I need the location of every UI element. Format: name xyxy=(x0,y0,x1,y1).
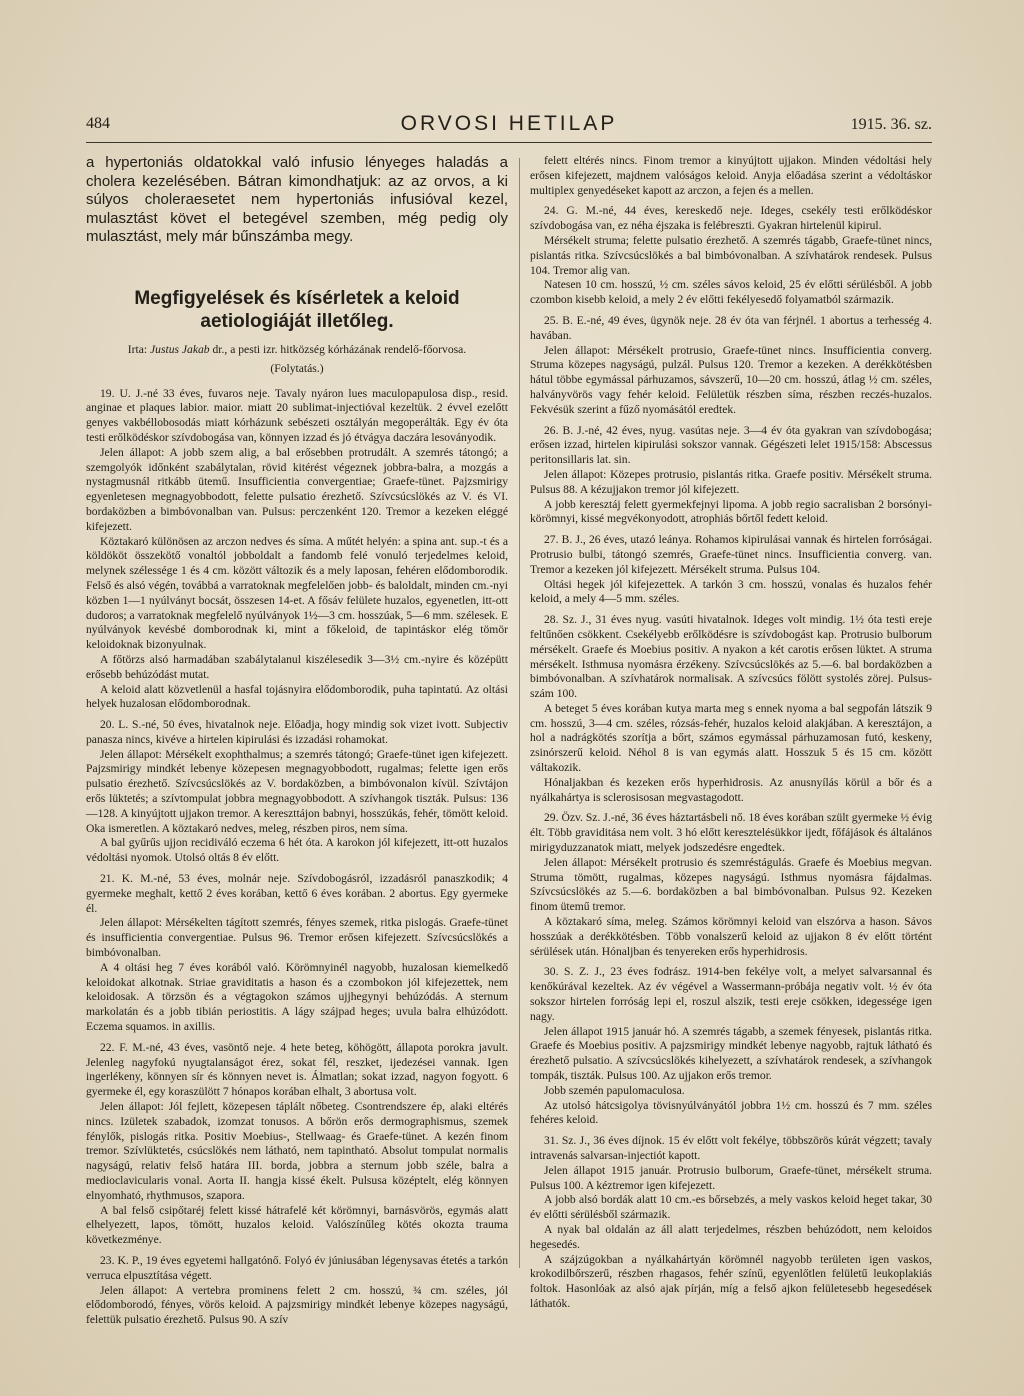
body-paragraph: 31. Sz. J., 36 éves díjnok. 15 év előtt volt fekélye, többszörös kúrát végzett; tavaly intravenás salvarsan-injectiót kapott. xyxy=(530,1134,932,1162)
byline-affiliation: dr., a pesti izr. hitközség kórházának rendelő-főorvosa. xyxy=(212,342,467,356)
byline-author: Justus Jakab xyxy=(150,342,210,356)
issue-label: 1915. 36. sz. xyxy=(850,116,932,133)
body-paragraph: Jelen állapot 1915 január hó. A szemrés tágabb, a szemek fényesek, pislantás ritka. Graefe és Moebius positiv. A pajzsmirigy mindkét lebenye nagyobb, rajtuk látható és érezhető pulsatio. A szívcsúcslökés kihelyezett, a szívhatárok rendesek, a szívhangok tompák, tiszták. Pulsus 100. Az ujjakon erős tremor. xyxy=(530,1024,932,1083)
body-paragraph: Jelen állapot: Mérsékelt protrusio és szemréstágulás. Graefe és Moebius megvan. Struma tömött, rugalmas, közepes nagyságú. Isthmus nyomásra fájdalmas. Szívcsúcslökés az 5.—6. bordaközben a bal bimbóvonalban. Pulsus 92. Kezeken finom ütemű tremor. xyxy=(530,855,932,914)
body-paragraph: Jelen állapot: Mérsékelten tágított szemrés, fényes szemek, ritka pislogás. Graefe-tünet és insufficientia convergentiae. Pulsus 96. Tremor erősen kifejezett. Szívcsúcslökés a bimbóvonalban. xyxy=(86,916,508,960)
body-paragraph: 22. F. M.-né, 43 éves, vasöntő neje. 4 hete beteg, köhögött, állapota porokra javult. Jelenleg nagyfokú nyugtalanságot érez, sokat fél, reszket, ijedezései vannak. Igen ingerlékeny, könnyen sír és könnyen nevet is. Álmatlan; sokat izzad, nagyon fogyott. 6 gyermeke él, egy koraszülött 7 hónapos korában elhalt, 3 abortusa volt. xyxy=(86,1040,508,1099)
byline-prefix: Irta: xyxy=(127,342,148,356)
body-paragraph: Jelen állapot: A vertebra prominens felett 2 cm. hosszú, ¾ cm. széles, jól elődomborodó, fényes, vörös keloid. A pajzsmirigy mindkét lebenye közepes nagyságú, felettük pulsatio érezhető. Pulsus 90. A szív xyxy=(86,1283,508,1327)
body-paragraph: Jelen állapot: Jól fejlett, közepesen táplált nőbeteg. Csontrendszere ép, alaki eltérés nincs. Izületek szabadok, izomzat tonusos. A bőrön erős dermographismus, szemek fénylők, pislogás ritka. Positiv Moebius-, Stellwaag- és Graefe-tünet. A kezén finom tremor. Szívlüktetés, csúcslökés nem látható, nem tapintható. Absolut tompulat normalis nagyságú, relativ felső határa III. borda, jobbra a sternum jobb széle, balra a medioclavicularis vonal. Aorta II. hangja kissé ékelt. Pulsusa középtelt, elég könnyen elnyomható, rhythmusos, szapora. xyxy=(86,1100,508,1202)
page-header xyxy=(86,112,932,143)
journal-title: ORVOSI HETILAP xyxy=(400,112,618,135)
right-column-body xyxy=(530,154,932,1312)
body-paragraph: 20. L. S.-né, 50 éves, hivatalnok neje. Előadja, hogy mindig sok vizet ivott. Subjectiv panasza nincs, kivéve a hirtelen kipirulási és izzadási rohamokat. xyxy=(86,718,508,746)
left-column xyxy=(86,154,508,1328)
body-paragraph: 27. B. J., 26 éves, utazó leánya. Rohamos kipirulásai vannak és hirtelen forróságai. Protrusio bulbi, tátongó szemrés, Graefe-tünet nincs. Insufficientia converg. van. Tremor a kezeken jól kifejezett. Mérsékelt struma. Pulsus 104. xyxy=(530,533,932,576)
body-paragraph: Jelen állapot: Mérsékelt protrusio, Graefe-tünet nincs. Insufficientia converg. Struma közepes nagyságú, pulzál. Pulsus 120. Tremor a kezeken. A derékkötésben hátul többe egymással párhuzamos, sávszerű, 10—20 cm. hosszú, átlag ½ cm. széles, halványvörös vagy fehér keloid. Felületük részben síma, részben reczés-huzalos. Fekvésük szerint a fűző nyomásától eredtek. xyxy=(530,343,932,416)
body-paragraph: 21. K. M.-né, 53 éves, molnár neje. Szívdobogásról, izzadásról panaszkodik; 4 gyermeke meghalt, kettő 2 éves korában, kettő 6 éves korában. 2 abortus. Egy gyermeke él. xyxy=(86,872,508,915)
body-paragraph: Jelen állapot 1915 január. Protrusio bulborum, Graefe-tünet, mérsékelt struma. Pulsus 100. A kéztremor igen kifejezett. xyxy=(530,1163,932,1192)
column-divider xyxy=(519,158,520,1268)
body-paragraph: 25. B. E.-né, 49 éves, ügynök neje. 28 év óta van férjnél. 1 abortus a terhesség 4. havában. xyxy=(530,313,932,342)
intro-paragraph: a hypertoniás oldatokkal való infusio lényeges haladás a cholera kezelésében. Bátran kimondhatjuk: az az orvos, a ki súlyos choleraesetet nem hypertoniás infusióval kezel, mulasztást követ el betegével szemben, még pedig oly mulasztást, mely már bűnszámba megy. xyxy=(86,154,508,246)
article-title xyxy=(86,287,508,333)
body-paragraph: A köztakaró síma, meleg. Számos körömnyi keloid van elszórva a hason. Sávos hosszúak a derékkötésben. Több vonalszerű keloid az ujjakon 8 év előtt történt sérülések után. Hónaljban és tenyereken erős hyperhidrosis. xyxy=(530,915,932,958)
body-paragraph: Hónaljakban és kezeken erős hyperhidrosis. Az anusnyílás körül a bőr és a nyálkahártya is sclerosisosan megvastagodott. xyxy=(530,775,932,804)
body-paragraph: A bal felső csipőtaréj felett kissé hátrafelé két körömnyi, barnásvörös, egymás alatt elhelyezett, lapos, tömött, huzalos keloid. Valószínűleg kötés okozta trauma következménye. xyxy=(86,1203,508,1247)
body-paragraph: A beteget 5 éves korában kutya marta meg s ennek nyoma a bal segpofán látszik 9 cm. hosszú, 3—4 cm. széles, rózsás-fehér, huzalos keloid alakjában. A keresztájon, a hol a nadrágkötés szorítja a bőrt, számos egymással párhuzamosan futó, keskeny, zsinórszerű keloid. Néhol 8 is van egymás alatt. Hosszuk 5 és 15 cm. között váltakozik. xyxy=(530,701,932,775)
right-column xyxy=(530,154,932,1312)
body-paragraph: 24. G. M.-né, 44 éves, kereskedő neje. Ideges, csekély testi erőlködéskor szívdobogása van, ez néha éjszaka is felébreszti. Gyakran hirtelenül kipirul. xyxy=(530,204,932,233)
body-paragraph: Mérsékelt struma; felette pulsatio érezhető. A szemrés tágabb, Graefe-tünet nincs, pislantás ritka. Szívcsúcslökés a bal bimbóvonalban. A szívhatárok rendesek. Pulsus 104. Tremor alig van. xyxy=(530,233,932,277)
body-paragraph: A keloid alatt közvetlenül a hasfal tojásnyira elődomborodik, puha tapintatú. Az oltási helyek huzalosan elődomborodnak. xyxy=(86,682,508,711)
byline xyxy=(86,343,508,358)
body-paragraph: A bal gyűrűs ujjon recidiváló eczema 6 hét óta. A karokon jól kifejezett, itt-ott huzalos védoltási nyomok. Utolsó oltás 8 év előtt. xyxy=(86,836,508,865)
body-paragraph: Az utolsó hátcsigolya tövisnyúlványától jobbra 1½ cm. hosszú és 7 mm. széles fehéres keloid. xyxy=(530,1098,932,1127)
body-paragraph: 23. K. P., 19 éves egyetemi hallgatónő. Folyó év júniusában légenysavas étetés a tarkón verruca elpusztítása végett. xyxy=(86,1253,508,1282)
body-paragraph: Jobb szemén papulomaculosa. xyxy=(544,1083,685,1097)
body-paragraph: Oltási hegek jól kifejezettek. A tarkón 3 cm. hosszú, vonalas és huzalos fehér keloid, a mely 4—5 mm. széles. xyxy=(530,577,932,606)
body-paragraph: A főtörzs alsó harmadában szabálytalanul kiszélesedik 3—3½ cm.-nyire és középütt erősebb behúzódást mutat. xyxy=(86,652,508,681)
left-column-body xyxy=(86,387,508,1328)
article-title-line-2: aetiologiáját illetőleg. xyxy=(200,310,394,332)
body-paragraph: Köztakaró különösen az arczon nedves és síma. A műtét helyén: a spina ant. sup.-t és a köldököt összekötő vonaltól jobboldalt a fandomb felé vonuló terjedelmes keloid, melynek szélessége 1 és 4 cm. között változik és a mely laposan, fehéren elődomborodik. Felső és alsó végén, továbbá a varratoknak megfelelően jobb- és baloldalt, minden cm.-nyi közben 1—1 nyúlványt bocsát, összesen 14-et. A fősáv felülete huzalos, egyenetlen, itt-ott dudoros; a varratoknak megfelelő nyúlványok 1½—3 cm. hosszúak, 5—6 mm. szélesek. E nyúlványok kevésbé domborodnak ki, mint a főkeloid, de tapintáskor elég tömör keloidoknak bizonyulnak. xyxy=(86,534,508,652)
body-paragraph: 19. U. J.-né 33 éves, fuvaros neje. Tavaly nyáron lues maculopapulosa disp., resid. anginae et plaques labior. maior. miatt 20 sublimat-injectióval kezeltük. 2 évvel ezelőtt genyes vakbéllobosodás miatt kórházunk sebészeti osztályán megoperálták. Egy év óta testi erőlködéskor szívdobogása van, könnyen izzad és jó étvágya daczára lesoványodik. xyxy=(86,386,508,444)
body-paragraph: 26. B. J.-né, 42 éves, nyug. vasútas neje. 3—4 év óta gyakran van szívdobogása; erősen izzad, hirtelen kipirulási sokszor vannak. Gégészeti lelet 1915/158: Abscessus peritonsillaris lat. sin. xyxy=(530,423,932,467)
body-paragraph: A jobb keresztáj felett gyermekfejnyi lipoma. A jobb regio sacralisban 2 borsónyi-körömnyi, kissé megvékonyodott, atrophiás bőrtől fedett keloid. xyxy=(530,497,932,526)
body-paragraph: A szájzúgokban a nyálkahártyán körömnél nagyobb területen igen vaskos, krokodilbőrszerű, részben rhagasos, fehér színű, egyenlőtlen felületű leukoplakiás foltok. Hasonlóak az alsó ajak pírján, míg a felső ajkon felületesebb hegesedések láthatók. xyxy=(530,1252,932,1310)
body-paragraph: Natesen 10 cm. hosszú, ½ cm. széles sávos keloid, 25 év előtti sérülésből. A jobb czombon kisebb keloid, a mely 2 év előtti fekélyesedő folyamatból származik. xyxy=(530,278,932,307)
body-paragraph: Jelen állapot: Mérsékelt exophthalmus; a szemrés tátongó; Graefe-tünet igen kifejezett. Pajzsmirigy mindkét lebenye közepesen megnagyobbodott, rugalmas; felette igen erős pulsatio érezhető. Szívcsúcslökés az V. bordaközben, a bimbóvonalon kívül. Szívtájon erős lüktetés; a szívtompulat jobbra megnagyobbodott. A szívhangok tiszták. Pulsus: 136—128. A kinyújtott ujjakon tremor. A kereszttájon babnyi, hosszúkás, fehér, tömött keloid. Oka ismeretlen. A köztakaró nedves, meleg, részben piros, nem síma. xyxy=(86,747,508,835)
body-paragraph: A nyak bal oldalán az áll alatt terjedelmes, részben behúzódott, nem keloidos hegesedés. xyxy=(530,1222,932,1251)
body-paragraph: felett eltérés nincs. Finom tremor a kinyújtott ujjakon. Minden védoltási hely erősen kifejezett, majdnem valóságos keloid. Anyja előadása szerint a védoltáskor multiplex genyedéseket kapott az arczon, a fejen és a mellen. xyxy=(530,154,932,197)
page-number: 484 xyxy=(86,115,110,132)
body-paragraph: 30. S. Z. J., 23 éves fodrász. 1914-ben fekélye volt, a melyet salvarsannal és kenőkúrával kezeltek. Az év végével a Wassermann-próbája negativ volt. ½ év óta sokszor hirtelen forróság lepi el, roszul alszik, testi ereje csökken, idegessége igen nagy. xyxy=(530,965,932,1023)
body-paragraph: A 4 oltási heg 7 éves korából való. Körömnyinél nagyobb, huzalosan kiemelkedő keloidokat alkotnak. Striae graviditatis a hason és a czombokon jól kifejezettek, nem keloidosak. A törzsön és a végtagokon számos ujjhegynyi behúzódás. A sternum markolatán és a jobb tibián periostitis. A lágy szájpad heges; uvula balra elhúzódott. Eczema squamos. in axillis. xyxy=(86,960,508,1034)
body-paragraph: 29. Özv. Sz. J.-né, 36 éves háztartásbeli nő. 18 éves korában szült gyermeke ½ évig élt. Több graviditása nem volt. 3 hó előtt keresztelésükkor ijedt, főfájások és általános mirigyduzzanatok miatt, melyek jodszedésre engedtek. xyxy=(530,811,932,855)
body-paragraph: A jobb alsó bordák alatt 10 cm.-es bőrsebzés, a mely vaskos keloid heget takar, 30 év előtti sérülésből származik. xyxy=(530,1193,932,1222)
continued-label: (Folytatás.) xyxy=(270,361,324,375)
body-paragraph: Jelen állapot: A jobb szem alig, a bal erősebben protrudált. A szemrés tátongó; a szemgolyók időnként szabálytalan, rövid kitérést végeznek jobbra-balra, a mozgás a nystagmusnál ritkább ütemű. Insufficientia convergentiae; Graefe-tünet. Pajzsmirigy egyenletesen megnagyobbodott, felette pulsatio érezhető. Szívcsúcslökés az V. és VI. bordaközben a bimbóvonalban van. Pulsus: perczenként 120. Tremor a kezeken eléggé kifejezett. xyxy=(86,445,508,533)
body-paragraph: 28. Sz. J., 31 éves nyug. vasúti hivatalnok. Ideges volt mindig. 1½ óta testi ereje feltűnően csökkent. Csekélyebb erőlködésre is szívdobogást kap. Protrusio bulborum mérsékelt. Graefe és Moebius positiv. A nyakon a két carotis erősen lüktet. A struma mérsékelt. Isthmusa nyomásra érzékeny. Szívcsúcslökés az 5.—6. bal bordaközben a bimbóvonalban. A szívhatárok normalisak. A szívcsúcs fölött systolés zörej. Pulsus-szám 100. xyxy=(530,613,932,701)
body-paragraph: Jelen állapot: Közepes protrusio, pislantás ritka. Graefe positiv. Mérsékelt struma. Pulsus 88. A kézujjakon tremor jól kifejezett. xyxy=(530,467,932,496)
article-title-line-1: Megfigyelések és kísérletek a keloid xyxy=(134,287,460,309)
